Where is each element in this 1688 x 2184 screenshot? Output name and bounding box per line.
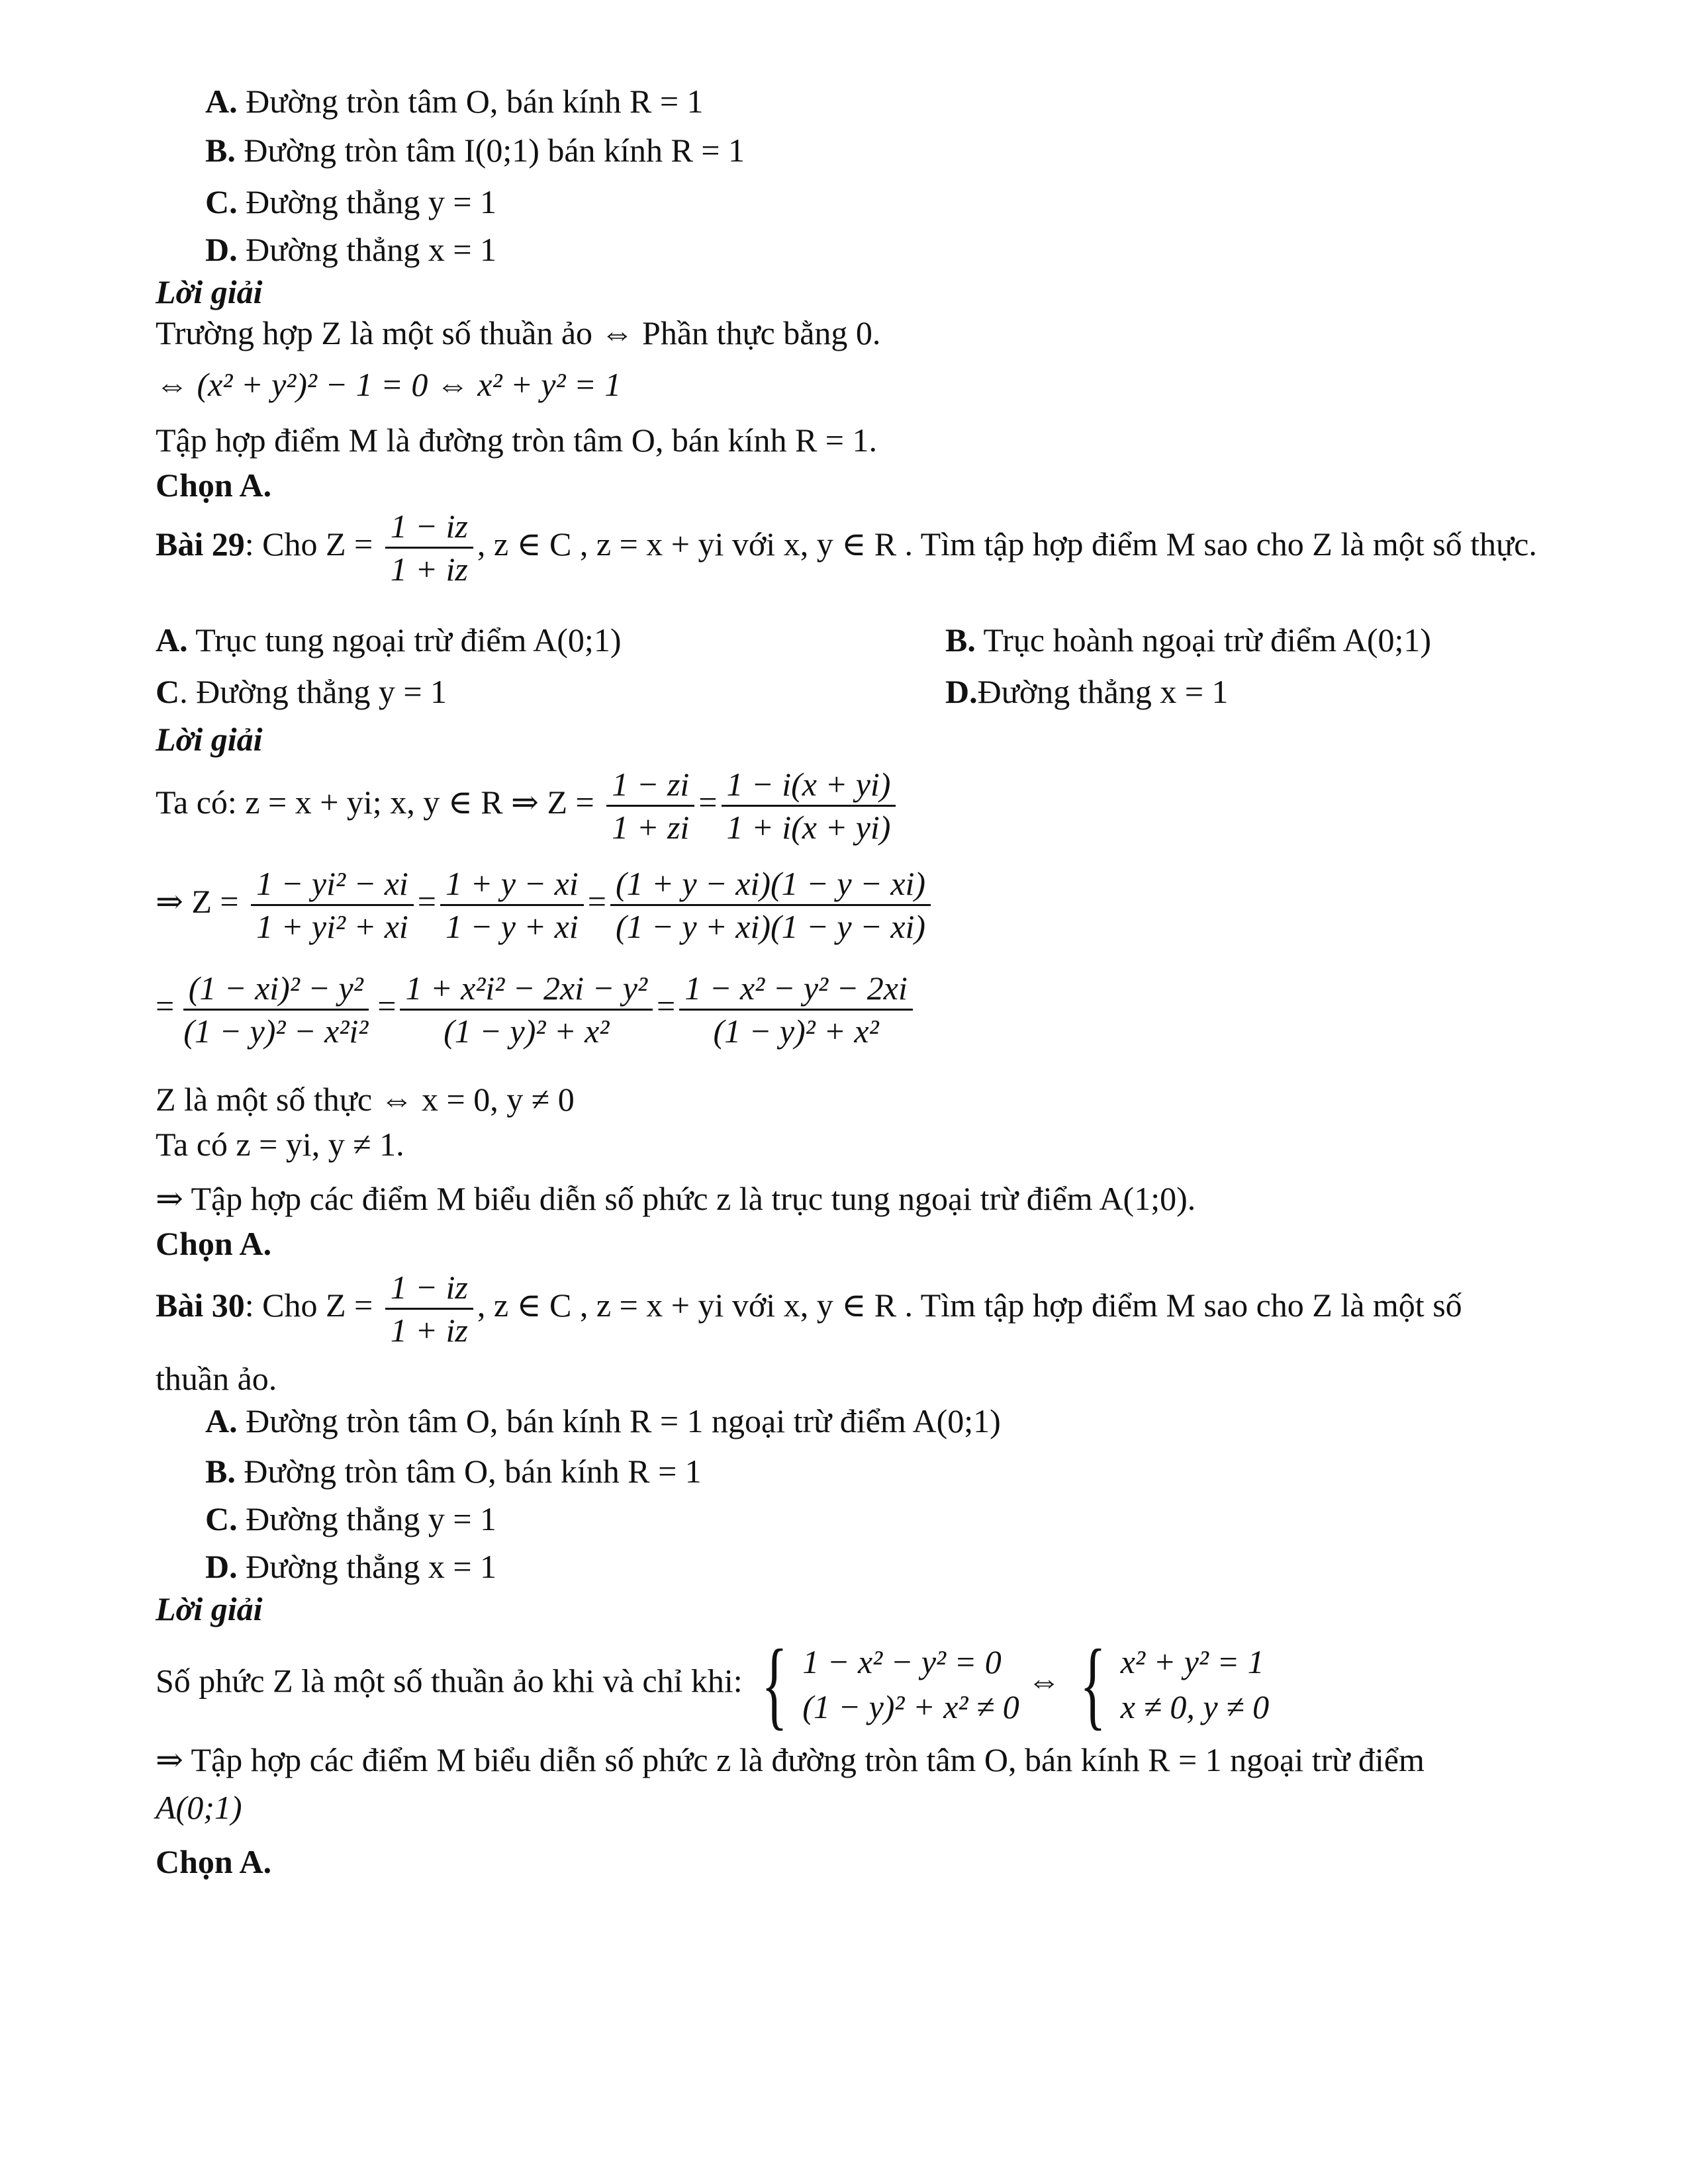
bai29-solution-heading: Lời giải	[156, 721, 263, 758]
bai30-step1	[156, 1629, 1270, 1739]
bai29-option-b-label: B.	[945, 621, 976, 659]
bai30-option-d-label: D.	[205, 1548, 238, 1585]
bai29-step2-frac2-num: 1 + y − xi	[440, 867, 584, 906]
bai29-step1-frac1	[606, 768, 694, 844]
bai30-label: Bài 30	[156, 1286, 245, 1324]
bai29-step1-frac2-num: 1 − i(x + yi)	[722, 768, 896, 807]
bai30-fraction	[385, 1271, 473, 1347]
q28-option-c-label: C.	[205, 183, 238, 220]
bai29-step3-frac1-den: (1 − y)² − x²i²	[183, 1013, 369, 1050]
bai30-option-d-text: Đường thẳng x = 1	[246, 1548, 497, 1585]
bai29-step2: ⇒ Z = $\frac{\text{1 − yi² − xi}}{\text{1 + yi² + xi}}$ = $\frac{1 + y - xi}{1 - y + xi}$ = $\frac{(1 + y - xi)(1 - y - xi)}{(1 - y + xi)(1 - y - xi)}$	[156, 867, 935, 943]
q28-option-c-text: Đường thẳng y = 1	[246, 183, 497, 220]
bai29-step1: Ta có: z = x + yi; x, y ∈ R ⇒ Z = $\frac{1 - zi}{1 + zi}$ = $\frac{1 - i(x + yi)}{1 + i(x + yi)}$	[156, 768, 900, 844]
bai29-option-d-label: D.	[945, 673, 978, 710]
bai29-option-a	[156, 623, 621, 657]
bai30-equiv: ⇔	[1027, 1662, 1061, 1700]
q28-option-b	[205, 134, 745, 167]
bai30-system-1: { 1 − x² − y² = 0 (1 − y)² + x² ≠ 0	[761, 1629, 1019, 1739]
bai29-statement	[156, 510, 1537, 586]
bai30-option-c	[205, 1502, 496, 1535]
bai29-step2-frac1-num: 1 − yi² − xi	[251, 867, 414, 906]
bai29-option-c-text: . Đường thẳng y = 1	[179, 673, 447, 710]
bai29-step3-frac1	[178, 972, 373, 1048]
q28-solution-line1: Trường hợp Z là một số thuần ảo ⇔ Phần thực bằng 0.	[156, 314, 881, 351]
bai29-step1-frac1-den: 1 + zi	[612, 809, 690, 846]
bai29-prefix: : Cho Z =	[244, 525, 373, 563]
bai29-step4: Z là một số thực ⇔ x = 0, y ≠ 0	[156, 1081, 575, 1118]
bai29-step6: ⇒ Tập hợp các điểm M biểu diễn số phức z là trục tung ngoại trừ điểm A(1;0).	[156, 1180, 1196, 1217]
bai29-fraction-den: 1 + iz	[390, 551, 468, 588]
bai29-option-b	[945, 623, 1431, 657]
bai29-option-a-label: A.	[156, 621, 188, 659]
bai29-rest: , z ∈ C , z = x + yi với x, y ∈ R . Tìm tập hợp điểm M sao cho Z là một số thực.	[477, 525, 1537, 563]
bai29-answer: Chọn A.	[156, 1225, 272, 1262]
bai29-step2-frac2-den: 1 − y + xi	[445, 908, 579, 945]
bai29-step1-frac2	[722, 768, 896, 844]
bai29-step3-frac2-den: (1 − y)² + x²	[444, 1013, 610, 1050]
bai30-option-c-text: Đường thẳng y = 1	[246, 1500, 497, 1537]
q28-answer: Chọn A.	[156, 467, 272, 504]
bai29-step2-frac3	[610, 867, 931, 943]
bai29-label: Bài 29	[156, 525, 245, 563]
bai30-fraction-den: 1 + iz	[390, 1312, 468, 1349]
bai30-solution-heading: Lời giải	[156, 1590, 263, 1627]
bai29-step2-frac2	[440, 867, 584, 943]
bai29-step3: = $\frac{\text{(1 − xi)² − y²}}{\text{(1 − y)² − x²i²}}$ = $\frac{\text{1 + x²i² − 2xi − y²}}{\text{(1 − y)² + x²}}$ = $\frac{\text{1 − x² − y² − 2xi}}{\text{(1 − y)² + x²}}$	[156, 972, 917, 1048]
bai29-step3-frac1-num: (1 − xi)² − y²	[183, 972, 369, 1011]
bai30-prefix: : Cho Z =	[244, 1286, 373, 1324]
bai30-fraction-num: 1 − iz	[385, 1271, 473, 1310]
bai29-option-d	[945, 675, 1229, 708]
q28-option-b-label: B.	[205, 132, 236, 169]
q28-option-d-text: Đường thẳng x = 1	[246, 231, 497, 268]
bai29-step5: Ta có z = yi, y ≠ 1.	[156, 1126, 404, 1163]
q28-option-d-label: D.	[205, 231, 238, 268]
bai29-step2-frac1	[251, 867, 414, 943]
bai30-option-a-text: Đường tròn tâm O, bán kính R = 1 ngoại trừ điểm A(0;1)	[246, 1402, 1001, 1439]
q28-solution-line2: ⇔ (x² + y²)² − 1 = 0 ⇔ x² + y² = 1	[156, 366, 622, 403]
bai30-system-2: { x² + y² = 1 x ≠ 0, y ≠ 0	[1079, 1629, 1270, 1739]
q28-option-c	[205, 185, 496, 218]
q28-option-a-label: A.	[205, 83, 238, 120]
bai30-system-2-row2: x ≠ 0, y ≠ 0	[1120, 1688, 1270, 1725]
bai29-step1-frac2-den: 1 + i(x + yi)	[726, 809, 891, 846]
bai30-system-2-row1: x² + y² = 1	[1120, 1643, 1264, 1680]
bai29-option-c-label: C	[156, 673, 180, 710]
bai29-step3-frac2-num: 1 + x²i² − 2xi − y²	[400, 972, 653, 1011]
bai29-option-d-text: Đường thẳng x = 1	[977, 673, 1229, 710]
bai29-step2-prefix: ⇒ Z =	[156, 882, 239, 920]
bai29-option-b-text: Trục hoành ngoại trừ điểm A(0;1)	[975, 621, 1432, 659]
bai29-step1-prefix: Ta có: z = x + yi; x, y ∈ R ⇒ Z =	[156, 783, 594, 821]
bai29-step2-frac3-num: (1 + y − xi)(1 − y − xi)	[610, 867, 931, 906]
bai29-step2-frac3-den: (1 − y + xi)(1 − y − xi)	[615, 908, 926, 945]
bai30-option-c-label: C.	[205, 1500, 238, 1537]
bai30-step3: A(0;1)	[156, 1789, 242, 1826]
bai30-option-d	[205, 1550, 496, 1583]
bai30-step1-prefix: Số phức Z là một số thuần ảo khi và chỉ khi:	[156, 1662, 743, 1700]
bai30-option-b-text: Đường tròn tâm O, bán kính R = 1	[244, 1453, 702, 1490]
bai29-fraction-num: 1 − iz	[385, 510, 473, 549]
bai30-rest2: thuần ảo.	[156, 1360, 277, 1397]
bai30-statement	[156, 1271, 1462, 1347]
bai30-rest: , z ∈ C , z = x + yi với x, y ∈ R . Tìm tập hợp điểm M sao cho Z là một số	[477, 1286, 1462, 1324]
bai29-step2-frac1-den: 1 + yi² + xi	[256, 908, 408, 945]
bai30-system-1-row1: 1 − x² − y² = 0	[802, 1643, 1002, 1680]
bai29-option-a-text: Trục tung ngoại trừ điểm A(0;1)	[187, 621, 622, 659]
bai30-option-a-label: A.	[205, 1402, 238, 1439]
q28-option-d	[205, 233, 496, 266]
bai30-answer: Chọn A.	[156, 1843, 272, 1880]
bai30-option-a	[205, 1404, 1001, 1437]
q28-option-b-text: Đường tròn tâm I(0;1) bán kính R = 1	[244, 132, 745, 169]
q28-option-a-text: Đường tròn tâm O, bán kính R = 1	[246, 83, 704, 120]
q28-solution-heading: Lời giải	[156, 273, 263, 310]
q28-option-a	[205, 85, 704, 118]
bai30-step2: ⇒ Tập hợp các điểm M biểu diễn số phức z là đường tròn tâm O, bán kính R = 1 ngoại trừ điểm	[156, 1741, 1425, 1778]
bai29-option-c	[156, 675, 447, 708]
bai29-fraction	[385, 510, 473, 586]
q28-solution-line3: Tập hợp điểm M là đường tròn tâm O, bán kính R = 1.	[156, 422, 877, 459]
bai30-option-b	[205, 1455, 702, 1488]
bai29-step3-frac2	[400, 972, 653, 1048]
bai30-system-1-row2: (1 − y)² + x² ≠ 0	[802, 1688, 1019, 1725]
bai29-step3-frac3-num: 1 − x² − y² − 2xi	[679, 972, 913, 1011]
bai30-option-b-label: B.	[205, 1453, 236, 1490]
bai29-step3-frac3	[679, 972, 913, 1048]
bai29-step3-frac3-den: (1 − y)² + x²	[713, 1013, 879, 1050]
bai29-step1-frac1-num: 1 − zi	[606, 768, 694, 807]
